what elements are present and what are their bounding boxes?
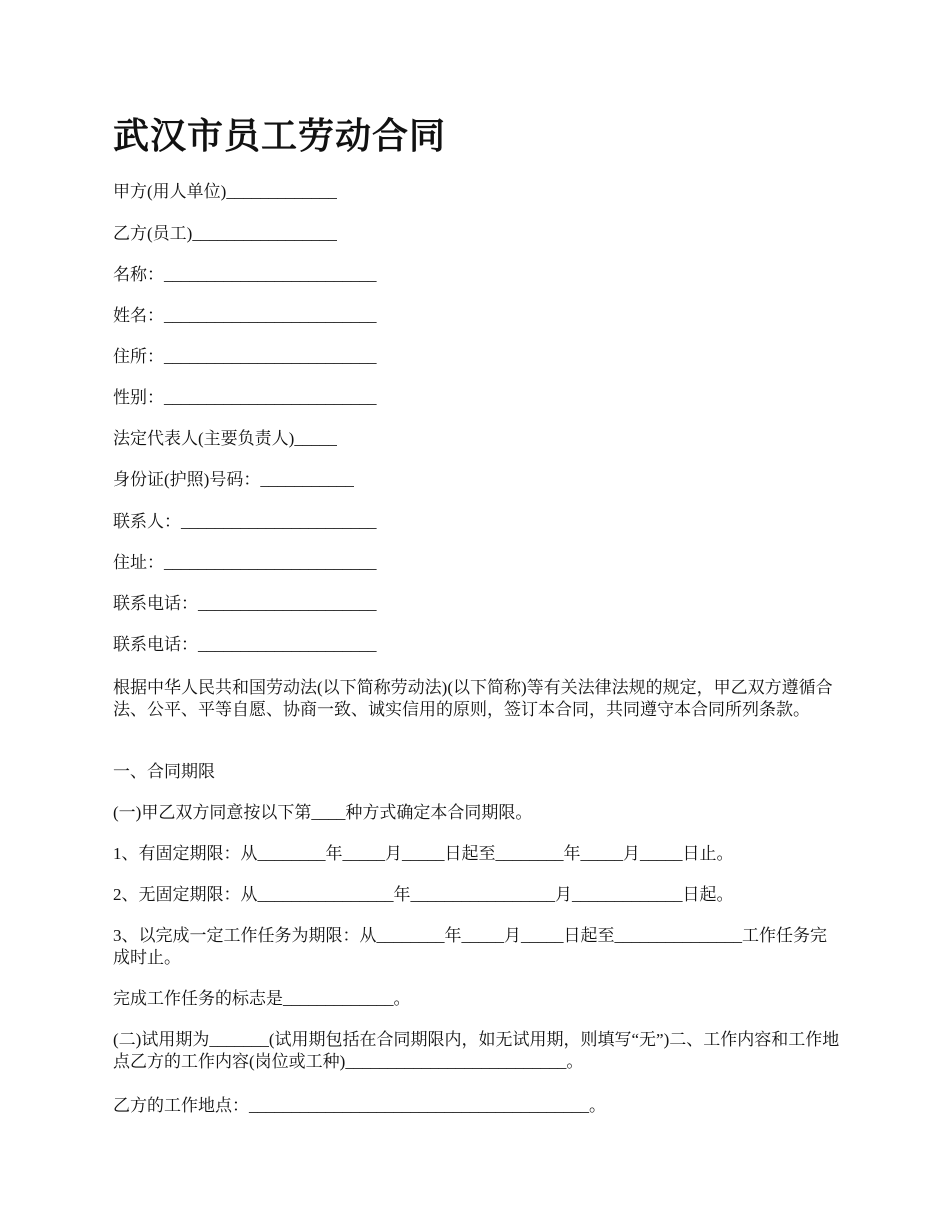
name-field: 名称：_________________________ [113,265,377,284]
document-title: 武汉市员工劳动合同 [113,116,447,156]
address-field: 住址：_________________________ [113,553,377,572]
task-completion-clause: 完成工作任务的标志是_____________。 [113,989,411,1008]
task-term-clause: 3、以完成一定工作任务为期限：从________年_____月_____日起至_______________工作任务完成时止。 [113,926,827,967]
work-location-clause: 乙方的工作地点：________________________________________。 [113,1096,606,1115]
fixed-term-clause: 1、有固定期限：从________年_____月_____日起至________年_____月_____日止。 [113,844,734,863]
legal-representative-field: 法定代表人(主要负责人)_____ [113,429,337,448]
gender-field: 性别：_________________________ [113,388,377,407]
party-b-field: 乙方(员工)_________________ [113,224,337,243]
section-heading-term: 一、合同期限 [113,762,215,781]
id-number-field: 身份证(护照)号码：___________ [113,470,354,489]
probation-clause: (二)试用期为_______(试用期包括在合同期限内，如无试用期，则填写“无”)二、工作内容和工作地点乙方的工作内容(岗位或工种)__________________________。 [113,1030,840,1071]
open-term-clause: 2、无固定期限：从________________年_________________月_____________日起。 [113,885,734,904]
full-name-field: 姓名：_________________________ [113,306,377,325]
term-method-clause: (一)甲乙双方同意按以下第____种方式确定本合同期限。 [113,803,533,822]
phone-field-1: 联系电话：_____________________ [113,594,377,613]
preamble-paragraph: 根据中华人民共和国劳动法(以下简称劳动法)(以下简称)等有关法律法规的规定，甲乙双方遵循合法、公平、平等自愿、协商一致、诚实信用的原则，签订本合同，共同遵守本合同所列条款。 [113,678,833,719]
contact-person-field: 联系人：_______________________ [113,512,377,531]
party-a-field: 甲方(用人单位)_____________ [113,182,337,201]
phone-field-2: 联系电话：_____________________ [113,635,377,654]
residence-field: 住所：_________________________ [113,347,377,366]
